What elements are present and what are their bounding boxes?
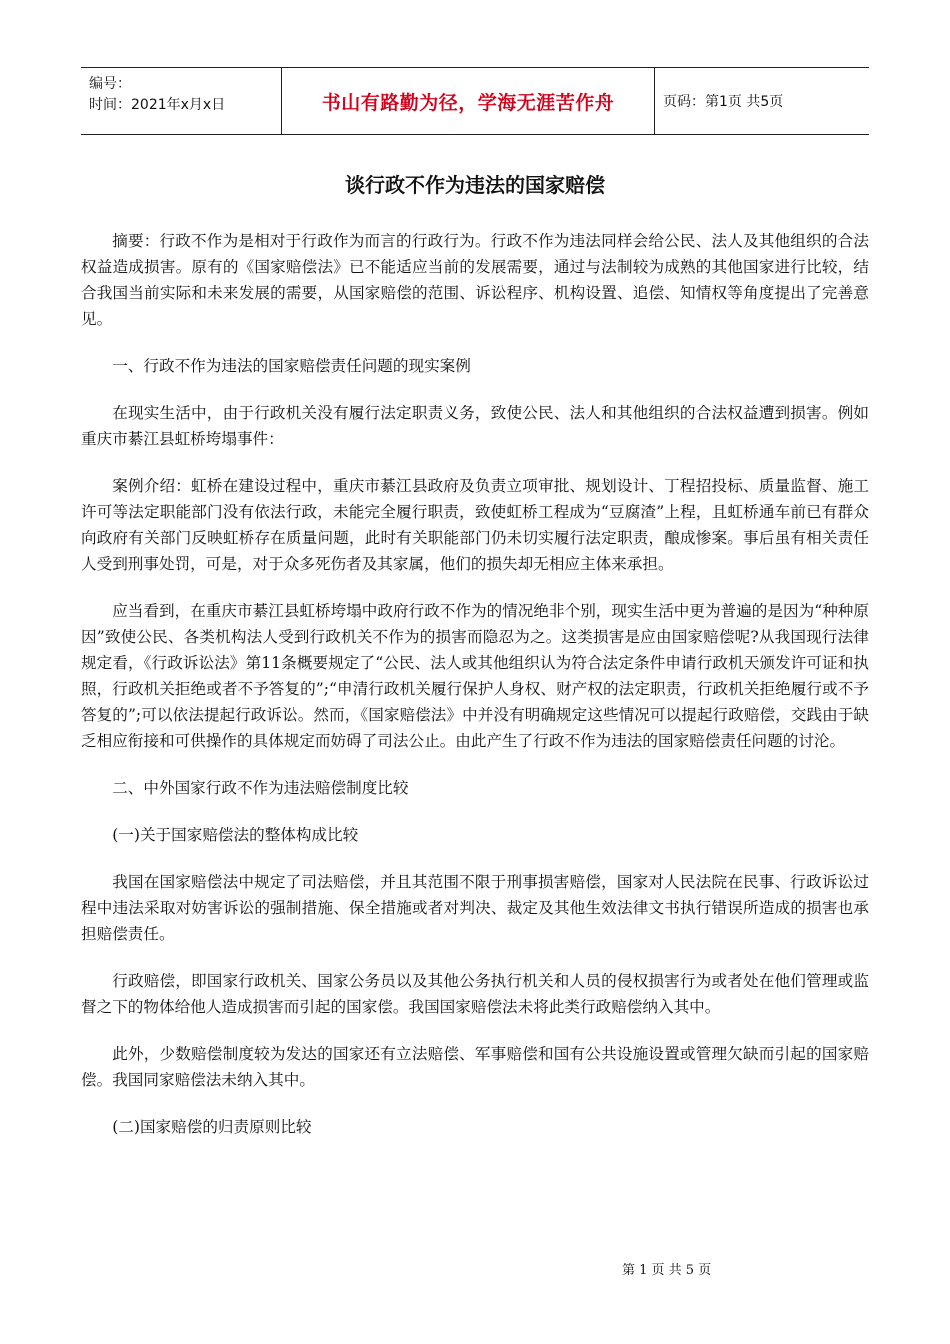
header-meta bbox=[81, 68, 281, 134]
document-header bbox=[81, 67, 869, 135]
paragraph: 在现实生活中，由于行政机关没有履行法定职责义务，致使公民、法人和其他组织的合法权益遭到损害。例如重庆市綦江县虹桥垮塌事件： bbox=[81, 404, 869, 448]
paragraph: 我国在国家赔偿法中规定了司法赔偿，并且其范围不限于刑事损害赔偿，国家对人民法院在民事、行政诉讼过程中违法采取对妨害诉讼的强制措施、保全措施或者对判决、裁定及其他生效法律文书执行错误所造成的损害也承担赔偿责任。 bbox=[81, 873, 869, 943]
paragraph: 行政赔偿，即国家行政机关、国家公务员以及其他公务执行机关和人员的侵权损害行为或者处在他们管理或监督之下的物体给他人造成损害而引起的国家偿。我国国家赔偿法未将此类行政赔偿纳入其中。 bbox=[81, 972, 869, 1016]
page-footer: 第 1 页 共 5 页 bbox=[622, 1263, 712, 1278]
document-time-label: 时间：2021年x月x日 bbox=[89, 97, 226, 113]
header-page-info: 页码：第1页 共5页 bbox=[663, 94, 784, 110]
document-title: 谈行政不作为违法的国家赔偿 bbox=[345, 173, 605, 197]
subsection-heading-1: (一)关于国家赔偿法的整体构成比较 bbox=[112, 826, 359, 844]
paragraph: 应当看到，在重庆市綦江县虹桥垮塌中政府行政不作为的情况绝非个别，现实生活中更为普遍的是因为“种种原因”致使公民、各类机构法人受到行政机关不作为的损害而隐忍为之。这类损害是应由国家赔偿呢?从我国现行法律规定看，《行政诉讼法》第11条概要规定了“公民、法人或其他组织认为符合法定条件申请行政机天颁发许可证和执照，行政机关拒绝或者不予答复的”;“申清行政机关履行保护人身权、财产权的法定职责，行政机关拒绝履行或不予答复的”;可以依法提起行政诉讼。然而，《国家赔偿法》中并没有明确规定这些情况可以提起行政赔偿，交践由于缺乏相应衔接和可供操作的具体规定而妨碍了司法公止。由此产生了行政不作为违法的国家赔偿责任问题的讨沦。 bbox=[81, 602, 869, 750]
paragraph-case-intro: 案例介绍：虹桥在建设过程中，重庆市綦江县政府及负责立项审批、规划设计、丁程招投标、质量监督、施工许可等法定职能部门没有依法行政，未能完全履行职责，致使虹桥工程成为“豆腐渣”上程，且虹桥通车前已有群众向政府有关部门反映虹桥存在质量问题，此时有关职能部门仍未切实履行法定职责，酿成惨案。事后虽有相关责任人受到刑事处罚，可是，对于众多死伤者及其家属，他们的损失却无相应主体来承担。 bbox=[81, 477, 869, 573]
document-number-label: 编号： bbox=[89, 76, 131, 92]
document-body bbox=[81, 228, 869, 1161]
paragraph: 此外，少数赔偿制度较为发达的国家还有立法赔偿、军事赔偿和国有公共设施设置或管理欠缺而引起的国家赔偿。我国同家赔偿法未纳入其中。 bbox=[81, 1045, 869, 1089]
subsection-heading-2: (二)国家赔偿的归责原则比较 bbox=[112, 1118, 312, 1136]
section-heading-2: 二、中外国家行政不作为违法赔偿制度比较 bbox=[112, 779, 409, 797]
section-heading-1: 一、行政不作为违法的国家赔偿责任问题的现实案例 bbox=[112, 357, 471, 375]
paragraph-abstract: 摘要：行政不作为是相对于行政作为而言的行政行为。行政不作为违法同样会给公民、法人及其他组织的合法权益造成损害。原有的《国家赔偿法》已不能适应当前的发展需要，通过与法制较为成熟的其他国家进行比较，结合我国当前实际和未来发展的需要，从国家赔偿的范围、诉讼程序、机构设置、追偿、知情权等角度提出了完善意见。 bbox=[81, 232, 869, 328]
header-motto: 书山有路勤为径，学海无涯苦作舟 bbox=[281, 68, 655, 134]
